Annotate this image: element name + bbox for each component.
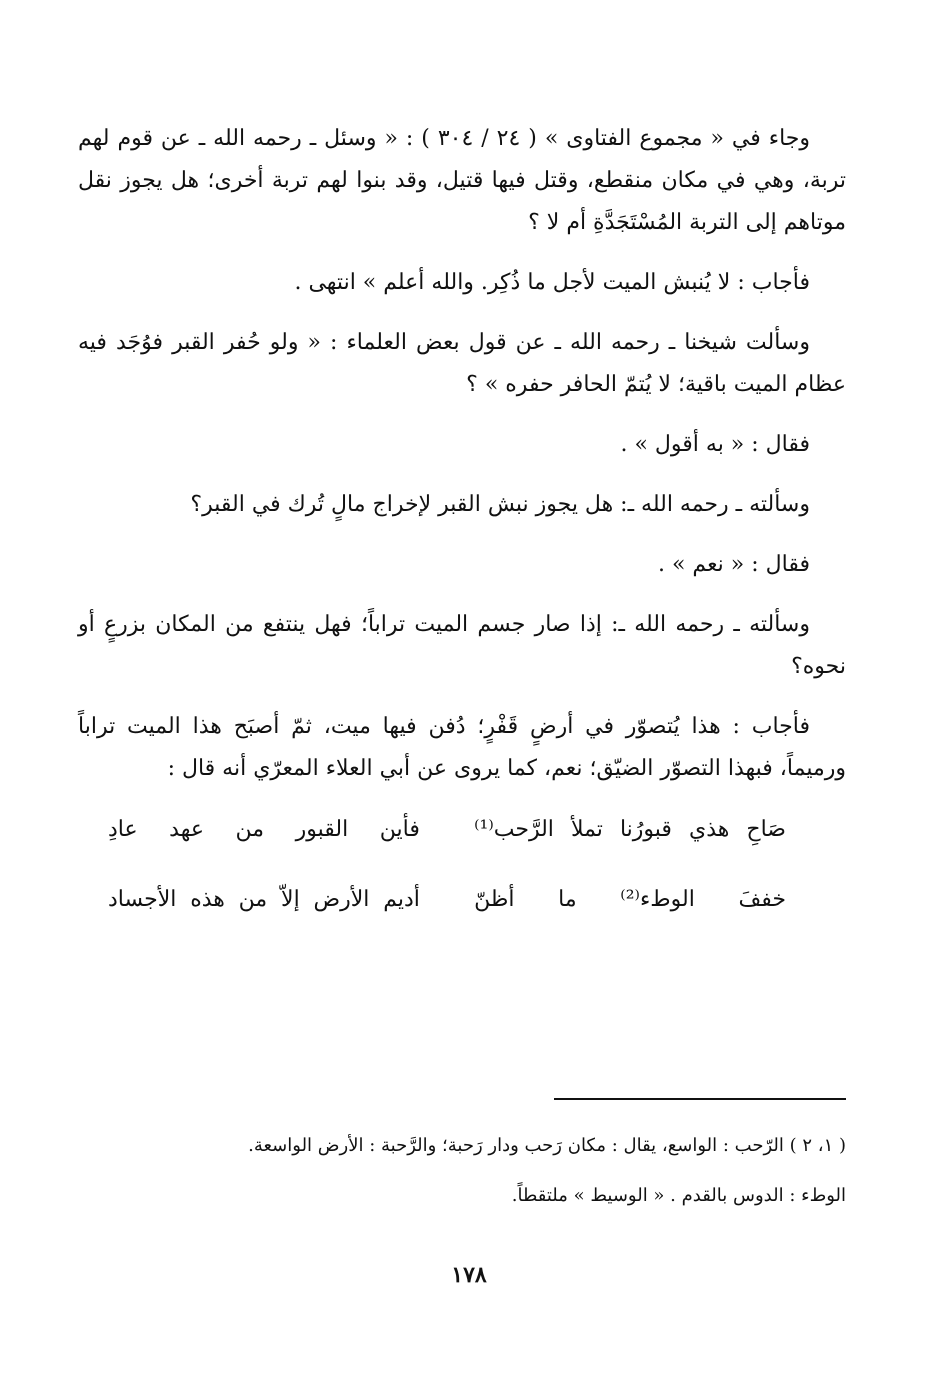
paragraph-question-money: وسألته ـ رحمه الله ـ: هل يجوز نبش القبر لإخراج مالٍ تُرك في القبر؟ [190,492,810,517]
poem [78,808,846,922]
main-text [78,118,846,790]
poem-verse [108,878,786,922]
verse-first-hemistich: خففَ الوطء⁽²⁾ ما أظنّ [474,887,786,912]
footnote: ( ١، ٢ ) الرّحب : الواسع، يقال : مكان رَحب ودار رَحبة؛ والرَّحبة : الأرض الواسعة. [248,1135,846,1156]
poem-verse [108,808,786,852]
paragraph-answer-3: فقال : « نعم » . [657,552,810,577]
verse-second-hemistich: أديم الأرض إلاّ من هذه الأجساد [108,887,420,912]
footnotes [78,1128,846,1228]
verse-second-hemistich: فأين القبور من عهد عادِ [108,817,420,842]
paragraph-answer-1: فأجاب : لا يُنبش الميت لأجل ما ذُكِر. والله أعلم » انتهى . [294,270,810,295]
paragraph-question-bones: وسألت شيخنا ـ رحمه الله ـ عن قول بعض العلماء : « ولو حُفر القبر فوُجَد فيه عظام الميت باقية؛ لا يُتمّ الحافر حفره » ؟ [78,330,846,397]
paragraph-answer-4: فأجاب : هذا يُتصوّر في أرضٍ قَفْرٍ؛ دُفن فيها ميت، ثمّ أصبَح هذا الميت تراباً ورميماً، فبهذا التصوّر الضيّق؛ نعم، كما يروى عن أبي العلاء المعرّي أنه قال : [78,714,846,781]
verse-first-hemistich: صَاحِ هذي قبورُنا تملأ الرَّحب⁽¹⁾ [474,817,786,842]
footnote: الوطء : الدوس بالقدم . « الوسيط » ملتقطاً. [511,1185,846,1206]
paragraph-question-soil: وسألته ـ رحمه الله ـ: إذا صار جسم الميت تراباً؛ فهل ينتفع من المكان بزرعٍ أو نحوه؟ [78,612,846,679]
paragraph-fatawa-quote: وجاء في « مجموع الفتاوى » ( ٢٤ / ٣٠٤ ) : « وسئل ـ رحمه الله ـ عن قوم لهم تربة، وهي في مكان منقطع، وقتل فيها قتيل، وقد بنوا لهم تربة أخرى؛ هل يجوز نقل موتاهم إلى التربة المُسْتَجَدَّةِ أم لا ؟ [78,126,846,235]
footnote-divider [554,1098,846,1100]
page-number: ١٧٨ [451,1262,487,1288]
paragraph-answer-2: فقال : « به أقول » . [620,432,810,457]
